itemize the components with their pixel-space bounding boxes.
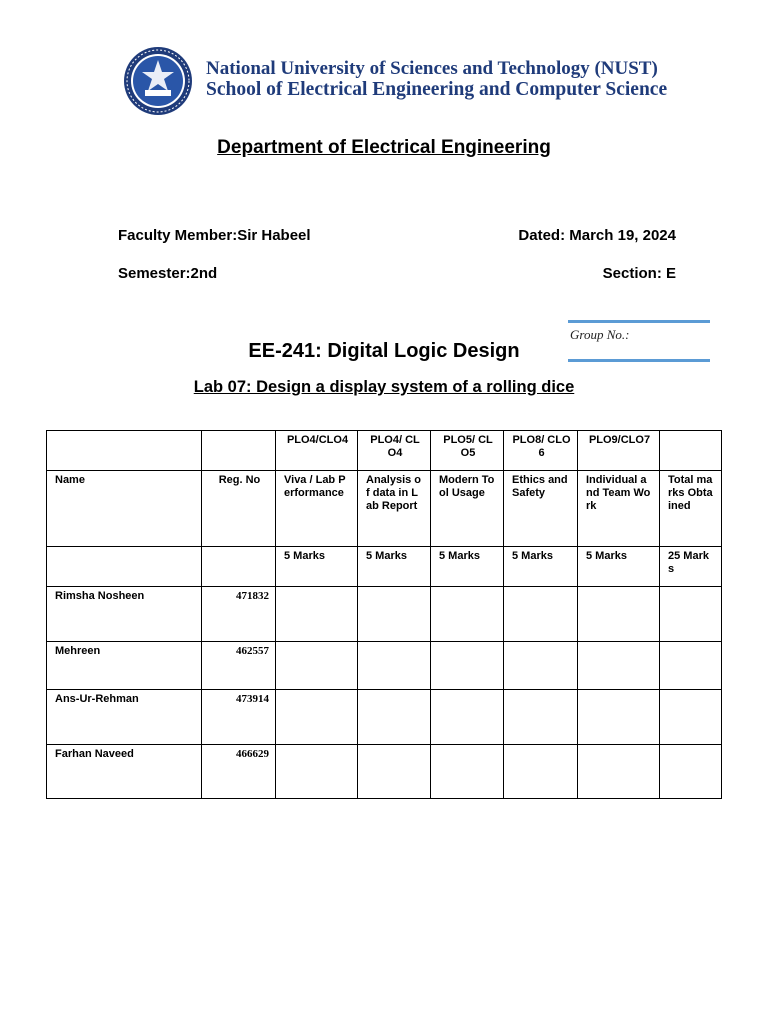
criteria-header: Viva / Lab Performance <box>276 471 358 547</box>
student-name: Farhan Naveed <box>47 745 202 799</box>
marks-cell: 5 Marks <box>276 547 358 587</box>
university-name: National University of Sciences and Technology (NUST) <box>206 58 658 79</box>
criteria-header: Modern Tool Usage <box>431 471 504 547</box>
score-cell <box>276 745 358 799</box>
criteria-header: Ethics and Safety <box>504 471 578 547</box>
empty-cell <box>47 431 202 471</box>
student-reg: 462557 <box>202 642 276 690</box>
marks-table <box>46 430 722 799</box>
faculty-member: Faculty Member:Sir Habeel <box>118 227 311 244</box>
school-name: School of Electrical Engineering and Computer Science <box>206 79 668 100</box>
lab-title-text: Lab 07: Design a display system of a rolling dice <box>193 378 575 396</box>
reg-header: Reg. No <box>202 471 276 547</box>
marks-cell: 5 Marks <box>431 547 504 587</box>
criteria-header: Individual and Team Work <box>578 471 660 547</box>
score-cell <box>276 690 358 745</box>
score-cell <box>431 745 504 799</box>
marks-row <box>47 547 722 587</box>
score-cell <box>276 642 358 690</box>
score-cell <box>431 690 504 745</box>
marks-cell: 5 Marks <box>504 547 578 587</box>
plo-header: PLO4/ CLO4 <box>358 431 431 471</box>
score-cell <box>660 642 722 690</box>
empty-cell <box>202 547 276 587</box>
empty-cell <box>202 431 276 471</box>
score-cell <box>660 587 722 642</box>
criteria-row <box>47 471 722 547</box>
plo-header: PLO9/CLO7 <box>578 431 660 471</box>
group-label: Group No.: <box>570 327 630 342</box>
plo-header: PLO5/ CLO5 <box>431 431 504 471</box>
score-cell <box>660 690 722 745</box>
score-cell <box>431 587 504 642</box>
score-cell <box>358 642 431 690</box>
nust-seal-icon <box>123 46 193 116</box>
department-title-text: Department of Electrical Engineering <box>217 137 551 158</box>
score-cell <box>578 642 660 690</box>
course-title-text: EE-241: Digital Logic Design <box>248 340 520 362</box>
student-reg: 473914 <box>202 690 276 745</box>
student-name: Mehreen <box>47 642 202 690</box>
score-cell <box>578 745 660 799</box>
table-row <box>47 642 722 690</box>
student-name: Ans-Ur-Rehman <box>47 690 202 745</box>
course-title <box>0 340 768 363</box>
score-cell <box>358 745 431 799</box>
score-cell <box>504 745 578 799</box>
marks-cell: 5 Marks <box>358 547 431 587</box>
marks-cell: 5 Marks <box>578 547 660 587</box>
student-reg: 466629 <box>202 745 276 799</box>
name-header: Name <box>47 471 202 547</box>
score-cell <box>358 587 431 642</box>
criteria-header: Analysis of data in Lab Report <box>358 471 431 547</box>
score-cell <box>431 642 504 690</box>
empty-cell <box>660 431 722 471</box>
criteria-header: Total marks Obtained <box>660 471 722 547</box>
score-cell <box>358 690 431 745</box>
table-row <box>47 587 722 642</box>
plo-row <box>47 431 722 471</box>
semester: Semester:2nd <box>118 265 218 282</box>
plo-header: PLO8/ CLO6 <box>504 431 578 471</box>
student-reg: 471832 <box>202 587 276 642</box>
table-row <box>47 690 722 745</box>
score-cell <box>504 690 578 745</box>
score-cell <box>504 587 578 642</box>
student-name: Rimsha Nosheen <box>47 587 202 642</box>
plo-header: PLO4/CLO4 <box>276 431 358 471</box>
department-title <box>0 137 768 159</box>
score-cell <box>660 745 722 799</box>
score-cell <box>276 587 358 642</box>
score-cell <box>578 690 660 745</box>
score-cell <box>504 642 578 690</box>
table-row <box>47 745 722 799</box>
lab-title <box>0 378 768 397</box>
date: Dated: March 19, 2024 <box>518 227 676 244</box>
marks-cell: 25 Marks <box>660 547 722 587</box>
empty-cell <box>47 547 202 587</box>
section: Section: E <box>602 265 676 282</box>
score-cell <box>578 587 660 642</box>
